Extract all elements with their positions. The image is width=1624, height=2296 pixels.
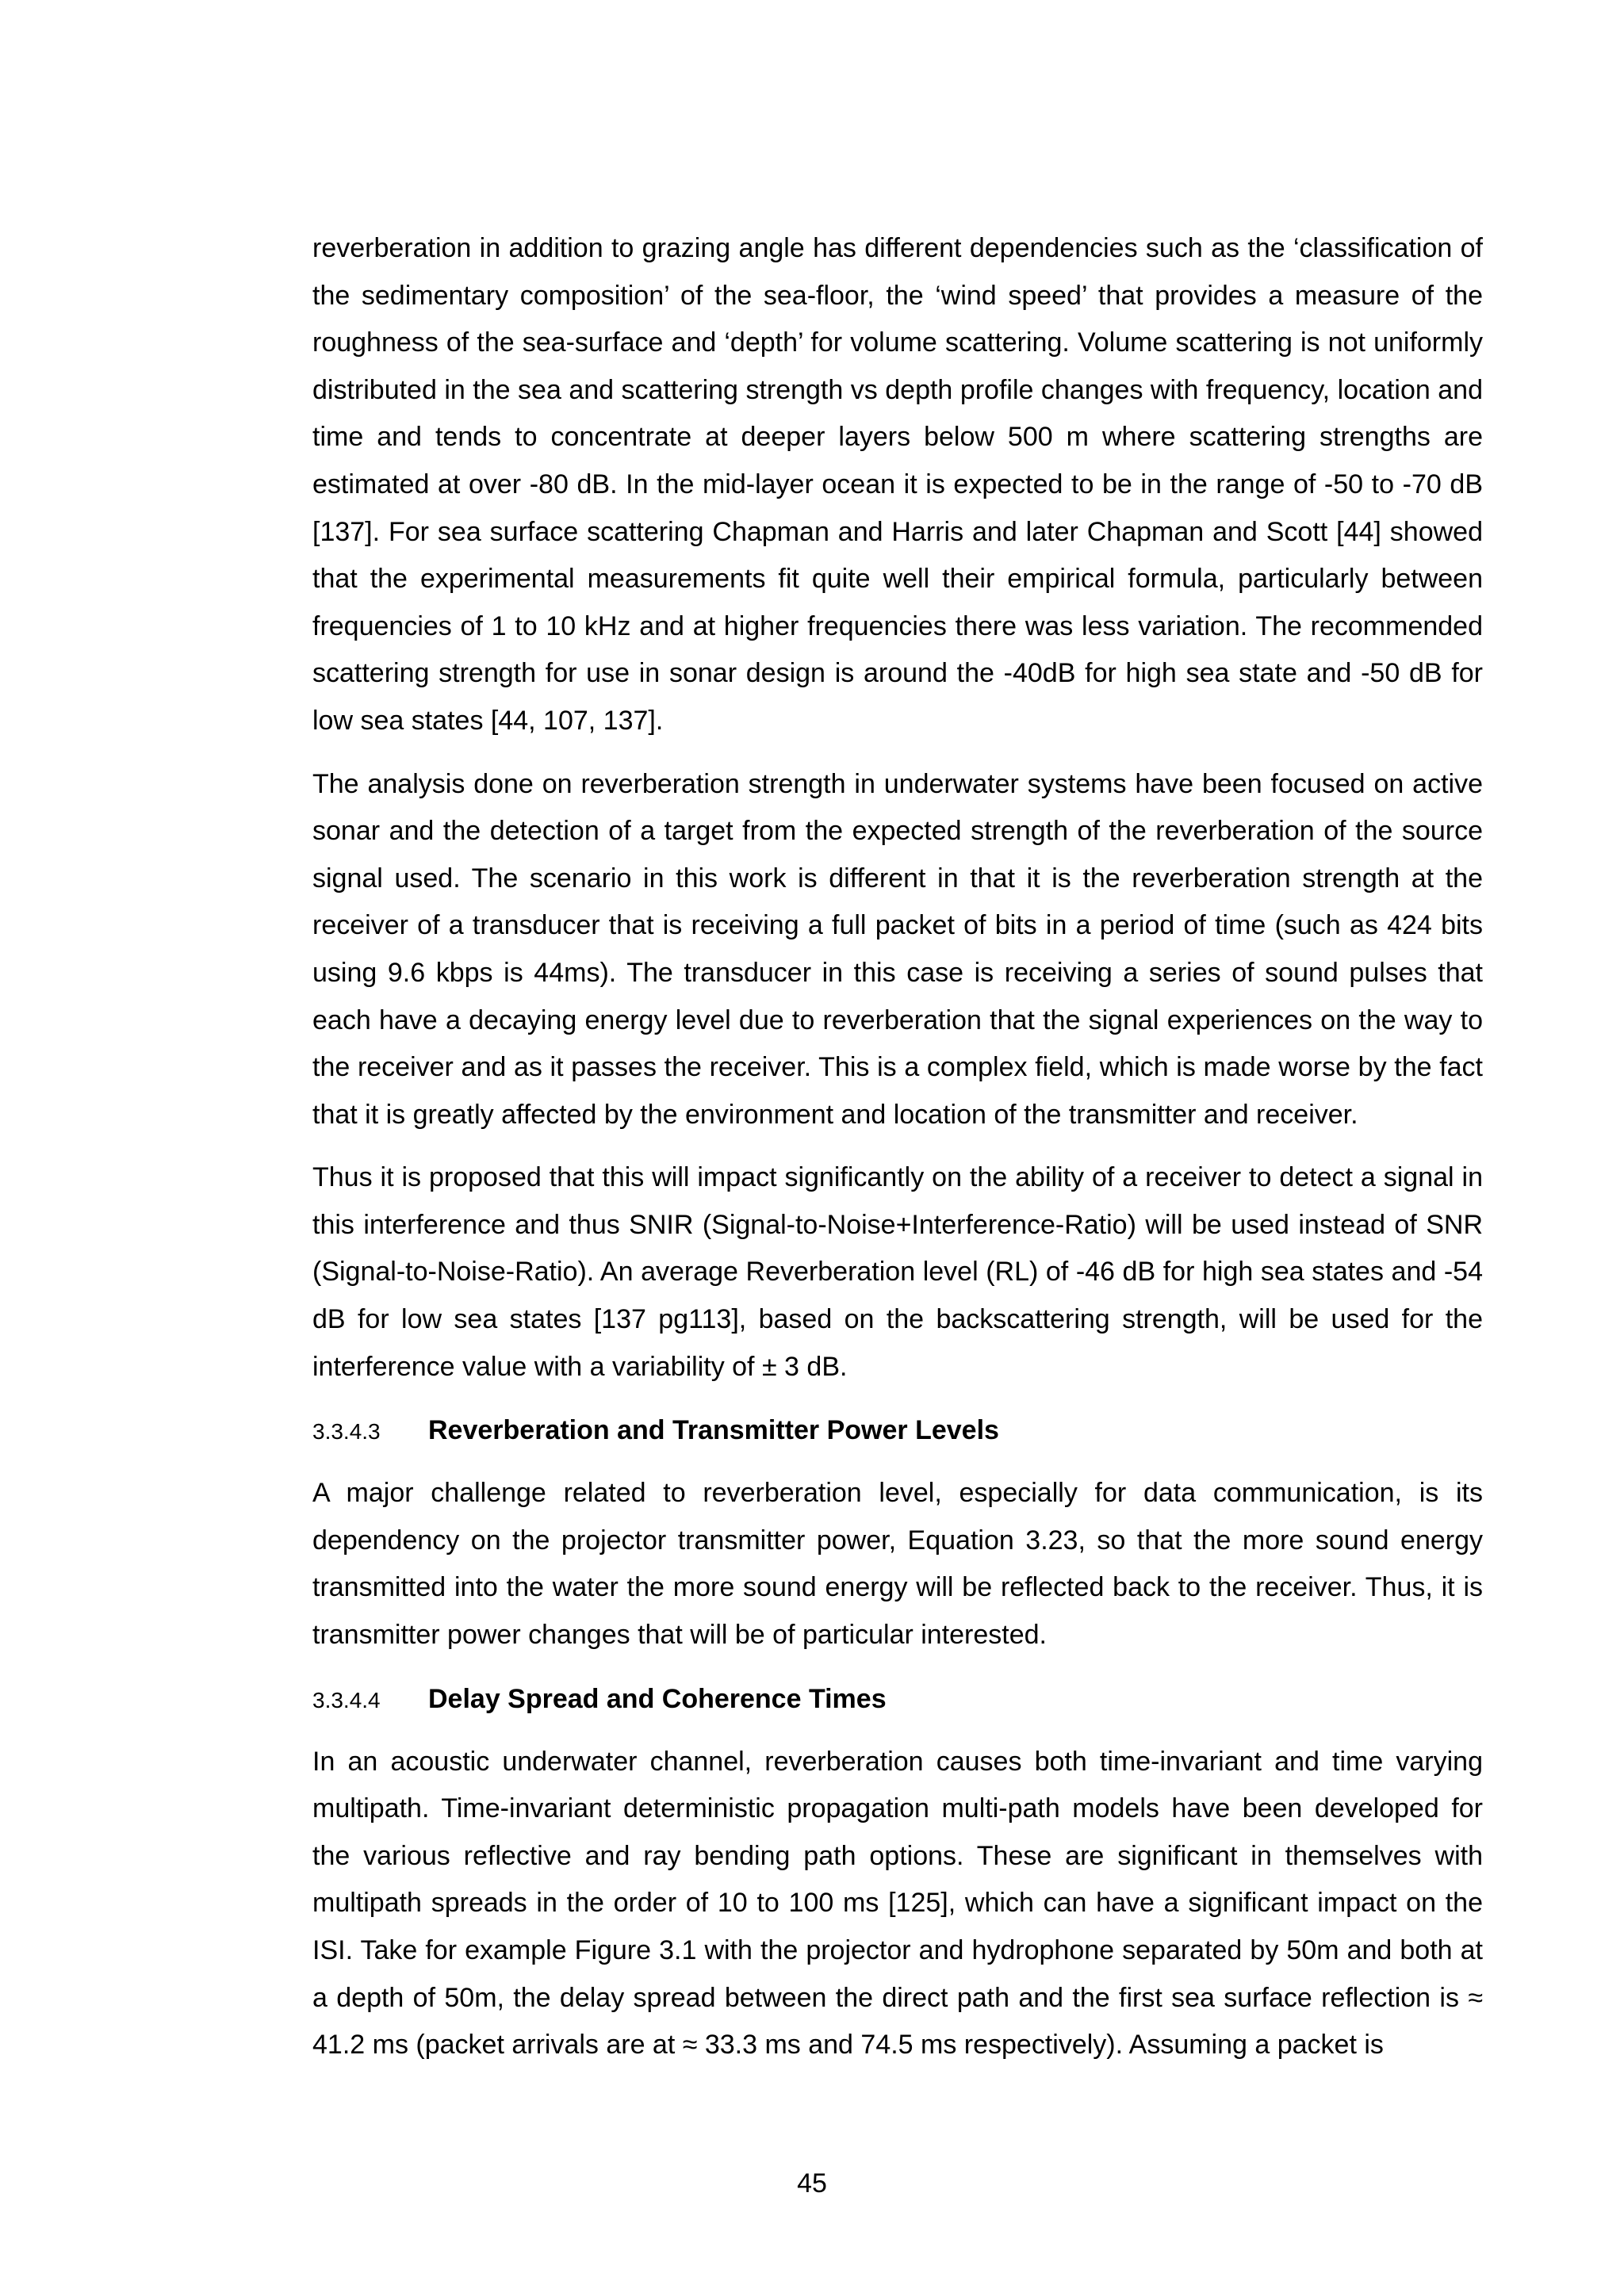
section-heading-3-3-4-4	[312, 1675, 1483, 1723]
paragraph-delay-spread: In an acoustic underwater channel, reverberation causes both time-invariant and time varying multipath. Time-invariant deterministic propagation multi-path models have been developed for the various reflective and ray bending path options. These are significant in themselves with multipath spreads in the order of 10 to 100 ms [125], which can have a significant impact on the ISI. Take for example Figure 3.1 with the projector and hydrophone separated by 50m and both at a depth of 50m, the delay spread between the direct path and the first sea surface reflection is ≈ 41.2 ms (packet arrivals are at ≈ 33.3 ms and 74.5 ms respectively). Assuming a packet is	[312, 1746, 1483, 2061]
page-body	[312, 225, 1483, 2069]
page-number: 45	[797, 2168, 827, 2198]
paragraph-reverberation-dependencies: reverberation in addition to grazing angle has different dependencies such as the ‘classification of the sedimentary composition’ of the sea-floor, the ‘wind speed’ that provides a measure of the roughness of the sea-surface and ‘depth’ for volume scattering. Volume scattering is not uniformly distributed in the sea and scattering strength vs depth profile changes with frequency, location and time and tends to concentrate at deeper layers below 500 m where scattering strengths are estimated at over -80 dB. In the mid-layer ocean it is expected to be in the range of -50 to -70 dB [137]. For sea surface scattering Chapman and Harris and later Chapman and Scott [44] showed that the experimental measurements fit quite well their empirical formula, particularly between frequencies of 1 to 10 kHz and at higher frequencies there was less variation. The recommended scattering strength for use in sonar design is around the -40dB for high sea state and -50 dB for low sea states [44, 107, 137].	[312, 233, 1483, 736]
paragraph-snir-proposal: Thus it is proposed that this will impact significantly on the ability of a receiver to detect a signal in this interference and thus SNIR (Signal-to-Noise+Interference-Ratio) will be used instead of SNR (Signal-to-Noise-Ratio). An average Reverberation level (RL) of -46 dB for high sea states and -54 dB for low sea states [137 pg113], based on the backscattering strength, will be used for the interference value with a variability of ± 3 dB.	[312, 1162, 1483, 1382]
section-heading-3-3-4-3	[312, 1406, 1483, 1454]
section-number: 3.3.4.3	[312, 1419, 381, 1445]
paragraph-transmitter-power: A major challenge related to reverberation level, especially for data communication, is its dependency on the projector transmitter power, Equation 3.23, so that the more sound energy transmitted into the water the more sound energy will be reflected back to the receiver. Thus, it is transmitter power changes that will be of particular interested.	[312, 1478, 1483, 1651]
section-title: Delay Spread and Coherence Times	[428, 1683, 887, 1714]
paragraph-reverberation-analysis: The analysis done on reverberation strength in underwater systems have been focused on active sonar and the detection of a target from the expected strength of the reverberation of the source signal used. The scenario in this work is different in that it is the reverberation strength at the receiver of a transducer that is receiving a full packet of bits in a period of time (such as 424 bits using 9.6 kbps is 44ms). The transducer in this case is receiving a series of sound pulses that each have a decaying energy level due to reverberation that the signal experiences on the way to the receiver and as it passes the receiver. This is a complex field, which is made worse by the fact that it is greatly affected by the environment and location of the transmitter and receiver.	[312, 768, 1483, 1130]
section-title: Reverberation and Transmitter Power Levels	[428, 1415, 999, 1446]
section-number: 3.3.4.4	[312, 1687, 381, 1712]
